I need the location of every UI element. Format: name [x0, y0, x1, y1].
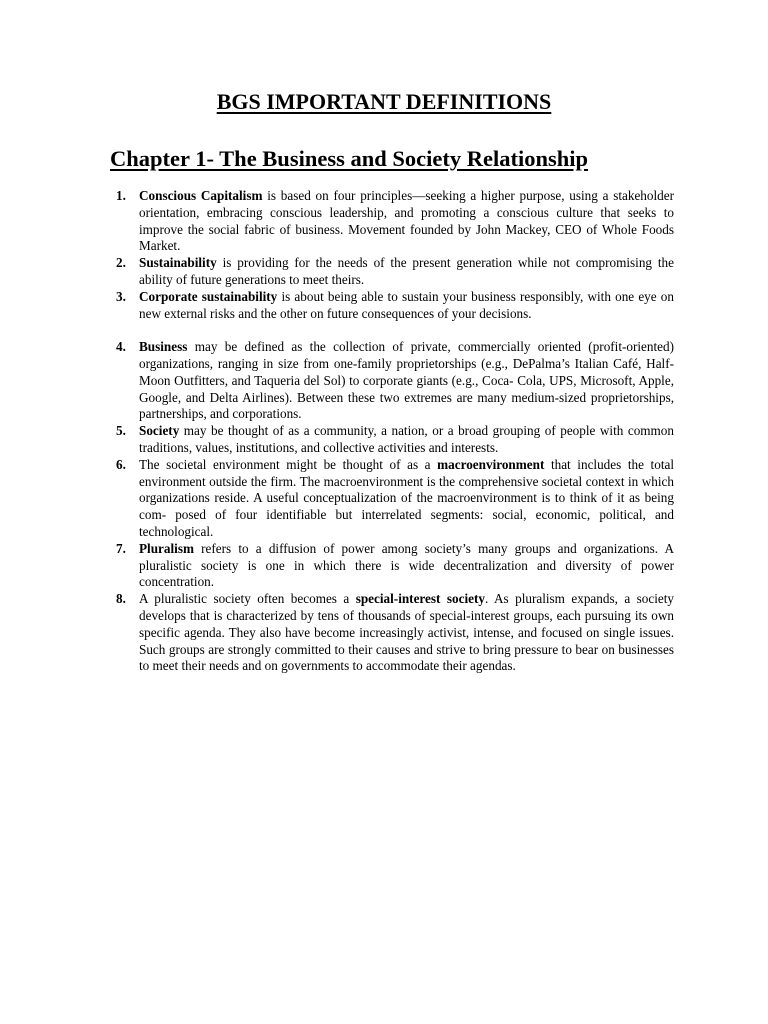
definition-text: refers to a diffusion of power among society’s many groups and organizations. A pluralistic society is one in which there is wide decentralization and diversity of power concentration. — [139, 540, 674, 590]
definition-item — [116, 255, 674, 289]
definition-item — [116, 591, 674, 675]
document-title: BGS IMPORTANT DEFINITIONS — [216, 89, 552, 114]
definition-text-before: A pluralistic society often becomes a — [139, 591, 356, 607]
definition-item — [116, 288, 674, 323]
definition-term: Conscious Capitalism — [139, 188, 263, 203]
definition-term: Sustainability — [139, 255, 217, 271]
definition-number: 8. — [116, 591, 126, 607]
definition-term: Society — [139, 423, 180, 439]
definition-number: 1. — [116, 188, 126, 203]
definition-number: 3. — [116, 288, 126, 304]
definition-term: macroenvironment — [437, 456, 545, 472]
definition-text: may be thought of as a community, a nation, or a broad grouping of people with common traditions, values, institutions, and collective activities and interests. — [139, 423, 674, 455]
definition-number: 7. — [116, 540, 126, 556]
definition-term: Pluralism — [139, 540, 194, 556]
definition-term: special-interest society — [355, 591, 485, 607]
definition-item — [116, 423, 674, 457]
definition-term: Business — [139, 339, 188, 355]
definition-number: 4. — [116, 339, 126, 355]
definition-number: 6. — [116, 456, 126, 472]
definition-item — [116, 339, 674, 423]
definition-text: . As pluralism expands, a society develops that is characterized by tens of thousands of special-interest groups, each pursuing its own specific agenda. They also have become increasingly activist, intense, and focused on single issues. Such groups are strongly committed to their causes and strive to bring pressure to bear on businesses to meet their needs and on governments to accommodate their agendas. — [139, 591, 674, 674]
definition-text: may be defined as the collection of private, commercially oriented (profit-oriented) organizations, ranging in size from one-family proprietorships (e.g., DePalma’s Italian Café, Half-Moon Outfitters, and Taqueria del Sol) to corporate giants (e.g., Coca- Cola, UPS, Microsoft, Apple, Google, and Delta Airlines). Between these two extremes are many medium-sized proprietorships, partnerships, and corporations. — [139, 339, 674, 422]
definition-text: that includes the total environment outside the firm. The macroenvironment is the comprehensive societal context in which organizations reside. A useful conceptualization of the macroenvironment is to think of it as being com- posed of four identifiable but interrelated segments: social, economic, political, and technological. — [139, 456, 674, 539]
definitions-list — [116, 188, 674, 675]
definition-text: is providing for the needs of the present generation while not compromising the ability of future generations to meet theirs. — [139, 255, 674, 287]
definition-item — [116, 540, 674, 591]
definition-text: is about being able to sustain your business responsibly, with one eye on new external risks and the other on future consequences of your decisions. — [139, 288, 674, 321]
chapter-title: Chapter 1- The Business and Society Relationship — [110, 146, 589, 171]
definition-item — [116, 188, 674, 255]
definition-number: 2. — [116, 255, 126, 271]
definition-text: is based on four principles—seeking a higher purpose, using a stakeholder orientation, embracing conscious leadership, and promoting a conscious culture that seeks to improve the social fabric of business. Movement founded by John Mackey, CEO of Whole Foods Market. — [139, 188, 674, 254]
definition-item — [116, 456, 674, 541]
definition-number: 5. — [116, 423, 126, 439]
definition-term: Corporate sustainability — [139, 288, 278, 304]
definition-text-before: The societal environment might be thought of as a — [139, 456, 438, 472]
